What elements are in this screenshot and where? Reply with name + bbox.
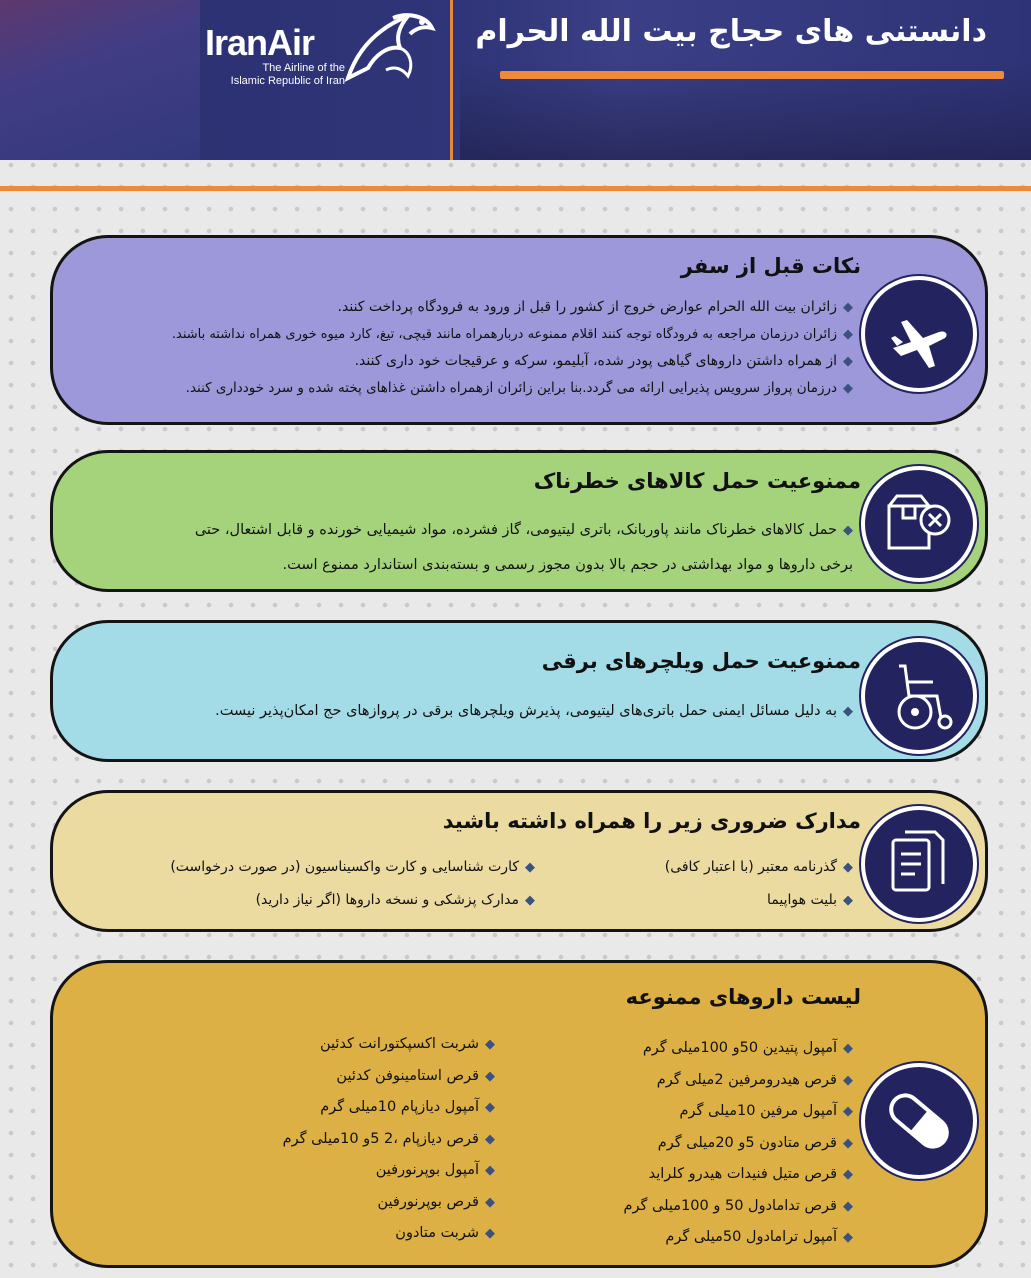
- list-item: برخی داروها و مواد بهداشتی در حجم بالا بدون مجوز رسمی و بسته‌بندی استاندارد ممنوع است.: [282, 557, 853, 573]
- iranair-logo: IranAir: [205, 22, 315, 63]
- wheelchairs-text: [215, 703, 853, 719]
- icon-circle: [861, 1063, 977, 1179]
- wheelchairs-card: [50, 620, 988, 762]
- list-item: ◆زائران درزمان مراجعه به فرودگاه توجه کنند اقلام ممنوعه دربارهمراه مانند قیچی، تیغ، کارد میوه خوری همراه نداشته باشند.: [171, 327, 853, 342]
- card-title: ممنوعیت حمل کالاهای خطرناک: [533, 469, 861, 493]
- flag-background: [0, 0, 200, 160]
- logo-subtitle: The Airline of the Islamic Republic of Iran: [230, 62, 345, 87]
- list-item: ◆به دلیل مسائل ایمنی حمل باتری‌های لیتیومی، پذیرش ویلچرهای برقی در پروازهای حج امکان‌پذیر نیست.: [215, 703, 853, 719]
- list-item: ◆آمپول پتیدین 50و 100میلی گرم: [642, 1040, 853, 1056]
- card-title: ممنوعیت حمل ویلچرهای برقی: [541, 649, 861, 673]
- drugs-card: [50, 960, 988, 1268]
- header-divider: [450, 0, 453, 160]
- card-title: نکات قبل از سفر: [680, 254, 861, 278]
- list-item: ◆زائران بیت الله الحرام عوارض خروج از کشور را قبل از ورود به فرودگاه پرداخت کنند.: [337, 299, 853, 315]
- list-item: ◆قرص متادون 5و 20میلی گرم: [657, 1134, 853, 1151]
- list-item: ◆بلیت هواپیما: [767, 892, 853, 908]
- documents-card: [50, 790, 988, 932]
- card-title: لیست داروهای ممنوعه: [625, 985, 861, 1009]
- documents-right-list: [665, 851, 853, 917]
- list-item: ◆شربت متادون: [395, 1225, 495, 1241]
- list-item: ◆قرص هیدرومرفین 2میلی گرم: [656, 1071, 853, 1088]
- list-item: ◆آمپول بوپرنورفین: [375, 1162, 495, 1178]
- pre-trip-list: [172, 294, 853, 402]
- wheelchair-icon: [879, 656, 959, 736]
- box-prohibited-icon: [879, 484, 959, 564]
- documents-left-list: [170, 851, 535, 917]
- list-item: ◆درزمان پرواز سرویس پذیرایی ارائه می گردد.بنا براین زائران ازهمراه داشتن غذاهای پخته شده و سرد خودداری کنند.: [185, 380, 853, 396]
- card-title: مدارک ضروری زیر را همراه داشته باشید: [442, 809, 861, 833]
- homa-bird-icon: [338, 8, 438, 86]
- list-item: ◆آمپول ترامادول 50میلی گرم: [665, 1229, 853, 1245]
- dangerous-goods-text: [195, 513, 853, 582]
- orange-separator: [0, 186, 1031, 191]
- list-item: ◆قرص استامینوفن کدئین: [336, 1067, 495, 1084]
- icon-circle: [861, 276, 977, 392]
- icon-circle: [861, 806, 977, 922]
- list-item: ◆آمپول دیازپام 10میلی گرم: [320, 1099, 495, 1115]
- list-item: ◆قرص تدامادول 50 و 100میلی گرم: [623, 1197, 853, 1214]
- icon-circle: [861, 638, 977, 754]
- title-underline: [500, 71, 1004, 79]
- page-title: دانستنی های حجاج بیت الله الحرام: [475, 14, 987, 49]
- dangerous-goods-card: [50, 450, 988, 592]
- list-item: ◆آمپول مرفین 10میلی گرم: [679, 1103, 853, 1119]
- list-item: ◆از همراه داشتن داروهای گیاهی پودر شده، آبلیمو، سرکه و عرقیجات خود داری کنند.: [354, 353, 853, 369]
- icon-circle: [861, 466, 977, 582]
- list-item: ◆حمل کالاهای خطرناک مانند پاوربانک، باتری لیتیومی، گاز فشرده، مواد شیمیایی خورنده و قابل اشتعال، حتی: [194, 522, 853, 538]
- list-item: ◆مدارک پزشکی و نسخه داروها (اگر نیاز دارید): [255, 892, 535, 908]
- list-item: ◆کارت شناسایی و کارت واکسیناسیون (در صورت درخواست): [170, 859, 535, 875]
- list-item: ◆قرص دیازپام ،2 5و 10میلی گرم: [282, 1130, 495, 1147]
- drugs-right-list: [624, 1033, 853, 1254]
- list-item: ◆قرص متیل فنیدات هیدرو کلراید: [648, 1166, 853, 1182]
- pre-trip-card: [50, 235, 988, 425]
- airplane-icon: [879, 294, 959, 374]
- list-item: ◆گذرنامه معتبر (با اعتبار کافی): [664, 859, 853, 875]
- document-icon: [879, 824, 959, 904]
- list-item: ◆قرص بوپرنورفین: [377, 1193, 495, 1210]
- list-item: ◆شربت اکسپکتورانت کدئین: [319, 1036, 495, 1052]
- drugs-left-list: [283, 1029, 495, 1250]
- pill-icon: [879, 1081, 959, 1161]
